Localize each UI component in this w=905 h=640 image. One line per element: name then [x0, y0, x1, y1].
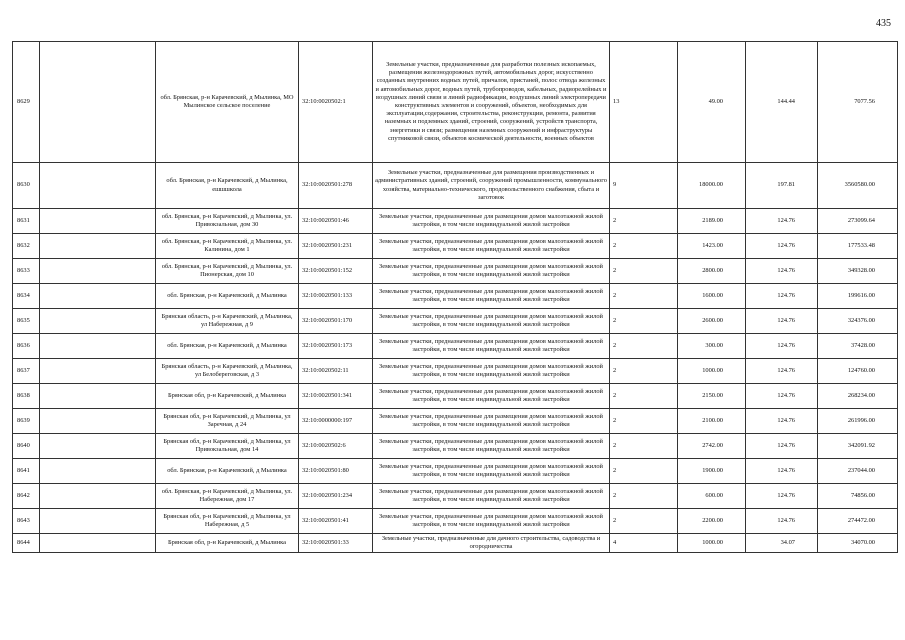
- area-cell: 1900.00: [678, 459, 746, 484]
- cadastral-number-cell: 32:10:0020501:41: [299, 509, 373, 534]
- address-cell: Брянская область, р-н Карачевский, д Мылинка, ул Белобереговская, д 3: [156, 359, 299, 384]
- cadastral-number-cell: 32:10:0020501:278: [299, 163, 373, 209]
- category-code-cell: 2: [610, 484, 678, 509]
- total-value-cell: 349328.00: [818, 259, 898, 284]
- empty-cell: [40, 334, 156, 359]
- rate-cell: 197.81: [746, 163, 818, 209]
- empty-cell: [40, 484, 156, 509]
- rate-cell: 124.76: [746, 334, 818, 359]
- area-cell: 1600.00: [678, 284, 746, 309]
- area-cell: 2200.00: [678, 509, 746, 534]
- row-number: 8631: [13, 209, 40, 234]
- area-cell: 1423.00: [678, 234, 746, 259]
- empty-cell: [40, 42, 156, 163]
- total-value-cell: 34070.00: [818, 534, 898, 553]
- row-number: 8640: [13, 434, 40, 459]
- table-row: [13, 209, 898, 234]
- empty-cell: [40, 534, 156, 553]
- total-value-cell: 273099.64: [818, 209, 898, 234]
- total-value-cell: 124760.00: [818, 359, 898, 384]
- land-use-description-cell: Земельные участки, предназначенные для размещения домов малоэтажной жилой застройки, в том числе индивидуальной жилой застройки: [373, 309, 610, 334]
- row-number: 8635: [13, 309, 40, 334]
- table-row: [13, 334, 898, 359]
- area-cell: 2600.00: [678, 309, 746, 334]
- row-number: 8642: [13, 484, 40, 509]
- land-use-description-cell: Земельные участки, предназначенные для размещения производственных и административных зданий, строений, сооружений промышленности, коммунального хозяйства, материально-технического, продовольственного снабжения, сбыта и заготовок: [373, 163, 610, 209]
- land-use-description-cell: Земельные участки, предназначенные для размещения домов малоэтажной жилой застройки, в том числе индивидуальной жилой застройки: [373, 409, 610, 434]
- empty-cell: [40, 163, 156, 209]
- row-number: 8636: [13, 334, 40, 359]
- address-cell: обл. Брянская, р-н Карачевский, д Мылинка: [156, 284, 299, 309]
- address-cell: Брянская обл, р-н Карачевский, д Мылинка, ул Заречная, д 24: [156, 409, 299, 434]
- land-use-description-cell: Земельные участки, предназначенные для размещения домов малоэтажной жилой застройки, в том числе индивидуальной жилой застройки: [373, 359, 610, 384]
- row-number: 8638: [13, 384, 40, 409]
- cadastral-number-cell: 32:10:0020502:1: [299, 42, 373, 163]
- land-plots-table: [12, 41, 898, 553]
- table-body: [13, 42, 898, 553]
- rate-cell: 124.76: [746, 284, 818, 309]
- row-number: 8637: [13, 359, 40, 384]
- rate-cell: 124.76: [746, 459, 818, 484]
- rate-cell: 124.76: [746, 384, 818, 409]
- total-value-cell: 3560580.00: [818, 163, 898, 209]
- total-value-cell: 268234.00: [818, 384, 898, 409]
- empty-cell: [40, 284, 156, 309]
- rate-cell: 124.76: [746, 434, 818, 459]
- total-value-cell: 177533.48: [818, 234, 898, 259]
- total-value-cell: 74856.00: [818, 484, 898, 509]
- address-cell: Брянская область, р-н Карачевский, д Мылинка, ул Набережная, д 9: [156, 309, 299, 334]
- row-number: 8643: [13, 509, 40, 534]
- cadastral-number-cell: 32:10:0020501:46: [299, 209, 373, 234]
- cadastral-number-cell: 32:10:0020501:173: [299, 334, 373, 359]
- address-cell: обл. Брянская, р-н Карачевский, д Мылинка, ул. Привокзальная, дом 30: [156, 209, 299, 234]
- empty-cell: [40, 409, 156, 434]
- land-use-description-cell: Земельные участки, предназначенные для размещения домов малоэтажной жилой застройки, в том числе индивидуальной жилой застройки: [373, 509, 610, 534]
- empty-cell: [40, 209, 156, 234]
- area-cell: 49.00: [678, 42, 746, 163]
- area-cell: 18000.00: [678, 163, 746, 209]
- table-row: [13, 384, 898, 409]
- address-cell: обл. Брянская, р-н Карачевский, д Мылинка, ешшшкола: [156, 163, 299, 209]
- empty-cell: [40, 359, 156, 384]
- table-row: [13, 434, 898, 459]
- address-cell: обл. Брянская, р-н Карачевский, д Мылинка, ул. Калинина, дом 1: [156, 234, 299, 259]
- address-cell: Брянская обл, р-н Карачевский, д Мылинка: [156, 534, 299, 553]
- table-row: [13, 42, 898, 163]
- category-code-cell: 2: [610, 334, 678, 359]
- address-cell: обл. Брянская, р-н Карачевский, д Мылинка: [156, 334, 299, 359]
- empty-cell: [40, 259, 156, 284]
- table-row: [13, 284, 898, 309]
- area-cell: 2150.00: [678, 384, 746, 409]
- area-cell: 2100.00: [678, 409, 746, 434]
- land-use-description-cell: Земельные участки, предназначенные для размещения домов малоэтажной жилой застройки, в том числе индивидуальной жилой застройки: [373, 334, 610, 359]
- row-number: 8633: [13, 259, 40, 284]
- empty-cell: [40, 234, 156, 259]
- cadastral-number-cell: 32:10:0020501:170: [299, 309, 373, 334]
- table-row: [13, 409, 898, 434]
- total-value-cell: 274472.00: [818, 509, 898, 534]
- land-use-description-cell: Земельные участки, предназначенные для размещения домов малоэтажной жилой застройки, в том числе индивидуальной жилой застройки: [373, 284, 610, 309]
- address-cell: обл. Брянская, р-н Карачевский, д Мылинка, ул. Набережная, дом 17: [156, 484, 299, 509]
- total-value-cell: 237044.00: [818, 459, 898, 484]
- cadastral-number-cell: 32:10:0000000:197: [299, 409, 373, 434]
- row-number: 8641: [13, 459, 40, 484]
- area-cell: 1000.00: [678, 534, 746, 553]
- row-number: 8630: [13, 163, 40, 209]
- rate-cell: 124.76: [746, 234, 818, 259]
- address-cell: обл. Брянская, р-н Карачевский, д Мылинка: [156, 459, 299, 484]
- cadastral-number-cell: 32:10:0020501:152: [299, 259, 373, 284]
- land-use-description-cell: Земельные участки, предназначенные для размещения домов малоэтажной жилой застройки, в том числе индивидуальной жилой застройки: [373, 209, 610, 234]
- empty-cell: [40, 384, 156, 409]
- cadastral-number-cell: 32:10:0020502:11: [299, 359, 373, 384]
- category-code-cell: 2: [610, 284, 678, 309]
- land-use-description-cell: Земельные участки, предназначенные для размещения домов малоэтажной жилой застройки, в том числе индивидуальной жилой застройки: [373, 434, 610, 459]
- category-code-cell: 2: [610, 409, 678, 434]
- category-code-cell: 2: [610, 509, 678, 534]
- rate-cell: 124.76: [746, 484, 818, 509]
- area-cell: 2800.00: [678, 259, 746, 284]
- table-row: [13, 359, 898, 384]
- table-row: [13, 509, 898, 534]
- category-code-cell: 2: [610, 234, 678, 259]
- table-row: [13, 459, 898, 484]
- category-code-cell: 13: [610, 42, 678, 163]
- cadastral-number-cell: 32:10:0020502:6: [299, 434, 373, 459]
- rate-cell: 144.44: [746, 42, 818, 163]
- address-cell: Брянская обл, р-н Карачевский, д Мылинка, ул Набережная, д 5: [156, 509, 299, 534]
- category-code-cell: 2: [610, 384, 678, 409]
- category-code-cell: 2: [610, 259, 678, 284]
- cadastral-number-cell: 32:10:0020501:80: [299, 459, 373, 484]
- table-row: [13, 259, 898, 284]
- table-row: [13, 309, 898, 334]
- rate-cell: 124.76: [746, 359, 818, 384]
- land-use-description-cell: Земельные участки, предназначенные для разработки полезных ископаемых, размещения железнодорожных путей, автомобильных дорог, искусственно созданных внутренних водных путей, причалов, пристаней, полос отвода железных и автомобильных дорог, водных путей, трубопроводов, кабельных, радиорелейных и воздушных линий связи и линий радиофикации, воздушных линий электропередачи конструктивных элементов и сооружений, объектов, необходимых для эксплуатации,содержания, строительства, реконструкции, ремонта, развития наземных и подземных зданий, строений, сооружений, устройств транспорта, энергетики и связи; размещения наземных сооружений и инфраструктуры спутниковой связи, объектов космической деятельности, военных объектов: [373, 42, 610, 163]
- table-row: [13, 534, 898, 553]
- total-value-cell: 324376.00: [818, 309, 898, 334]
- table-row: [13, 234, 898, 259]
- land-use-description-cell: Земельные участки, предназначенные для дачного строительства, садоводства и огородничества: [373, 534, 610, 553]
- cadastral-number-cell: 32:10:0020501:133: [299, 284, 373, 309]
- address-cell: обл. Брянская, р-н Карачевский, д Мылинка, ул. Пионерская, дом 10: [156, 259, 299, 284]
- rate-cell: 34.07: [746, 534, 818, 553]
- cadastral-number-cell: 32:10:0020501:341: [299, 384, 373, 409]
- rate-cell: 124.76: [746, 309, 818, 334]
- empty-cell: [40, 309, 156, 334]
- page-number: 435: [876, 18, 891, 29]
- cadastral-number-cell: 32:10:0020501:33: [299, 534, 373, 553]
- cadastral-number-cell: 32:10:0020501:231: [299, 234, 373, 259]
- rate-cell: 124.76: [746, 409, 818, 434]
- empty-cell: [40, 509, 156, 534]
- rate-cell: 124.76: [746, 509, 818, 534]
- total-value-cell: 7077.56: [818, 42, 898, 163]
- area-cell: 300.00: [678, 334, 746, 359]
- total-value-cell: 261996.00: [818, 409, 898, 434]
- category-code-cell: 9: [610, 163, 678, 209]
- table-row: [13, 163, 898, 209]
- category-code-cell: 2: [610, 309, 678, 334]
- category-code-cell: 2: [610, 359, 678, 384]
- empty-cell: [40, 434, 156, 459]
- rate-cell: 124.76: [746, 259, 818, 284]
- category-code-cell: 4: [610, 534, 678, 553]
- address-cell: Брянская обл, р-н Карачевский, д Мылинка: [156, 384, 299, 409]
- land-use-description-cell: Земельные участки, предназначенные для размещения домов малоэтажной жилой застройки, в том числе индивидуальной жилой застройки: [373, 384, 610, 409]
- category-code-cell: 2: [610, 459, 678, 484]
- area-cell: 1000.00: [678, 359, 746, 384]
- category-code-cell: 2: [610, 434, 678, 459]
- rate-cell: 124.76: [746, 209, 818, 234]
- empty-cell: [40, 459, 156, 484]
- address-cell: обл. Брянская, р-н Карачевский, д Мылинка, МО Мылинское сельское поселение: [156, 42, 299, 163]
- land-use-description-cell: Земельные участки, предназначенные для размещения домов малоэтажной жилой застройки, в том числе индивидуальной жилой застройки: [373, 484, 610, 509]
- land-use-description-cell: Земельные участки, предназначенные для размещения домов малоэтажной жилой застройки, в том числе индивидуальной жилой застройки: [373, 459, 610, 484]
- cadastral-number-cell: 32:10:0020501:234: [299, 484, 373, 509]
- row-number: 8629: [13, 42, 40, 163]
- total-value-cell: 199616.00: [818, 284, 898, 309]
- area-cell: 2189.00: [678, 209, 746, 234]
- total-value-cell: 342091.92: [818, 434, 898, 459]
- row-number: 8644: [13, 534, 40, 553]
- total-value-cell: 37428.00: [818, 334, 898, 359]
- category-code-cell: 2: [610, 209, 678, 234]
- address-cell: Брянская обл, р-н Карачевский, д Мылинка, ул Привокзальная, дом 14: [156, 434, 299, 459]
- row-number: 8634: [13, 284, 40, 309]
- row-number: 8632: [13, 234, 40, 259]
- area-cell: 600.00: [678, 484, 746, 509]
- row-number: 8639: [13, 409, 40, 434]
- table-row: [13, 484, 898, 509]
- land-use-description-cell: Земельные участки, предназначенные для размещения домов малоэтажной жилой застройки, в том числе индивидуальной жилой застройки: [373, 234, 610, 259]
- area-cell: 2742.00: [678, 434, 746, 459]
- land-use-description-cell: Земельные участки, предназначенные для размещения домов малоэтажной жилой застройки, в том числе индивидуальной жилой застройки: [373, 259, 610, 284]
